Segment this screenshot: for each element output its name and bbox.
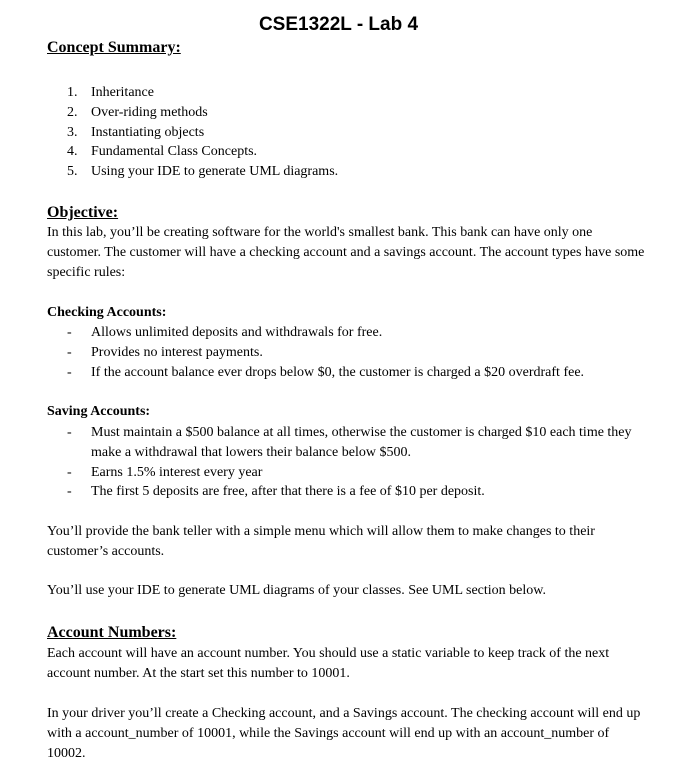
list-number: 5. [67, 164, 78, 180]
objective-heading: Objective: [47, 204, 119, 221]
saving-heading: Saving Accounts: [47, 404, 151, 419]
checking-heading: Checking Accounts: [47, 305, 167, 320]
account-numbers-heading: Account Numbers: [47, 624, 177, 641]
account-numbers-text: Each account will have an account number. You should use a static variable to keep track of the next account number. At the start set this number to 10001. [47, 646, 610, 681]
list-item: - If the account balance ever drops below $0, the customer is charged a $20 overdraft fee. [67, 364, 585, 380]
list-item [47, 123, 338, 143]
list-text: Allows unlimited deposits and withdrawals for free. [91, 325, 383, 340]
list-text: Provides no interest payments. [91, 344, 263, 360]
list-text: Must maintain a $500 balance at all times, otherwise the customer is charged $10 each time they make a withdrawal that lowers their balance below $500. [91, 425, 632, 460]
menu-text: You’ll provide the bank teller with a simple menu which will allow them to make changes to their customer’s accounts. [47, 524, 595, 559]
concept-list [47, 83, 338, 182]
list-item [47, 142, 338, 162]
list-text: Fundamental Class Concepts. [91, 144, 258, 160]
uml-text: You’ll use your IDE to generate UML diagrams of your classes. See UML section below. [47, 583, 546, 598]
objective-text: In this lab, you’ll be creating software for the world's smallest bank. This bank can have only one customer. The customer will have a checking account and a savings account. The account types have some specific rules: [47, 225, 645, 280]
list-item [47, 162, 338, 182]
list-item [47, 83, 338, 103]
list-number: 2. [67, 104, 78, 120]
list-item [47, 103, 338, 123]
list-text: Over-riding methods [91, 104, 208, 120]
list-text: Instantiating objects [91, 124, 205, 140]
document-title: CSE1322L - Lab 4 [258, 14, 419, 35]
checking-rules-list [47, 323, 657, 382]
list-text: If the account balance ever drops below $0, the customer is charged a $20 overdraft fee. [91, 364, 585, 380]
list-item: - Earns 1.5% interest every year [67, 464, 263, 480]
list-text: The first 5 deposits are free, after that there is a fee of $10 per deposit. [91, 484, 485, 500]
list-number: 3. [67, 124, 78, 140]
list-item: - Allows unlimited deposits and withdrawals for free. [67, 325, 383, 340]
list-text: Earns 1.5% interest every year [91, 464, 263, 480]
list-item: - Must maintain a $500 balance at all times, otherwise the customer is charged $10 each time they make a withdrawal that lowers their balance below $500. [67, 425, 632, 460]
concept-summary-heading: Concept Summary: [47, 39, 181, 56]
list-item: - The first 5 deposits are free, after that there is a fee of $10 per deposit. [67, 484, 485, 500]
list-number: 1. [67, 85, 78, 100]
saving-rules-list [47, 423, 657, 502]
driver-text: In your driver you’ll create a Checking account, and a Savings account. The checking account will end up with a account_number of 10001, while the Savings account will end up with an account_number of 10002. [47, 706, 641, 761]
list-text: Using your IDE to generate UML diagrams. [91, 164, 339, 180]
list-number: 4. [67, 144, 78, 160]
list-text: Inheritance [91, 85, 154, 100]
list-item: - Provides no interest payments. [67, 344, 263, 360]
